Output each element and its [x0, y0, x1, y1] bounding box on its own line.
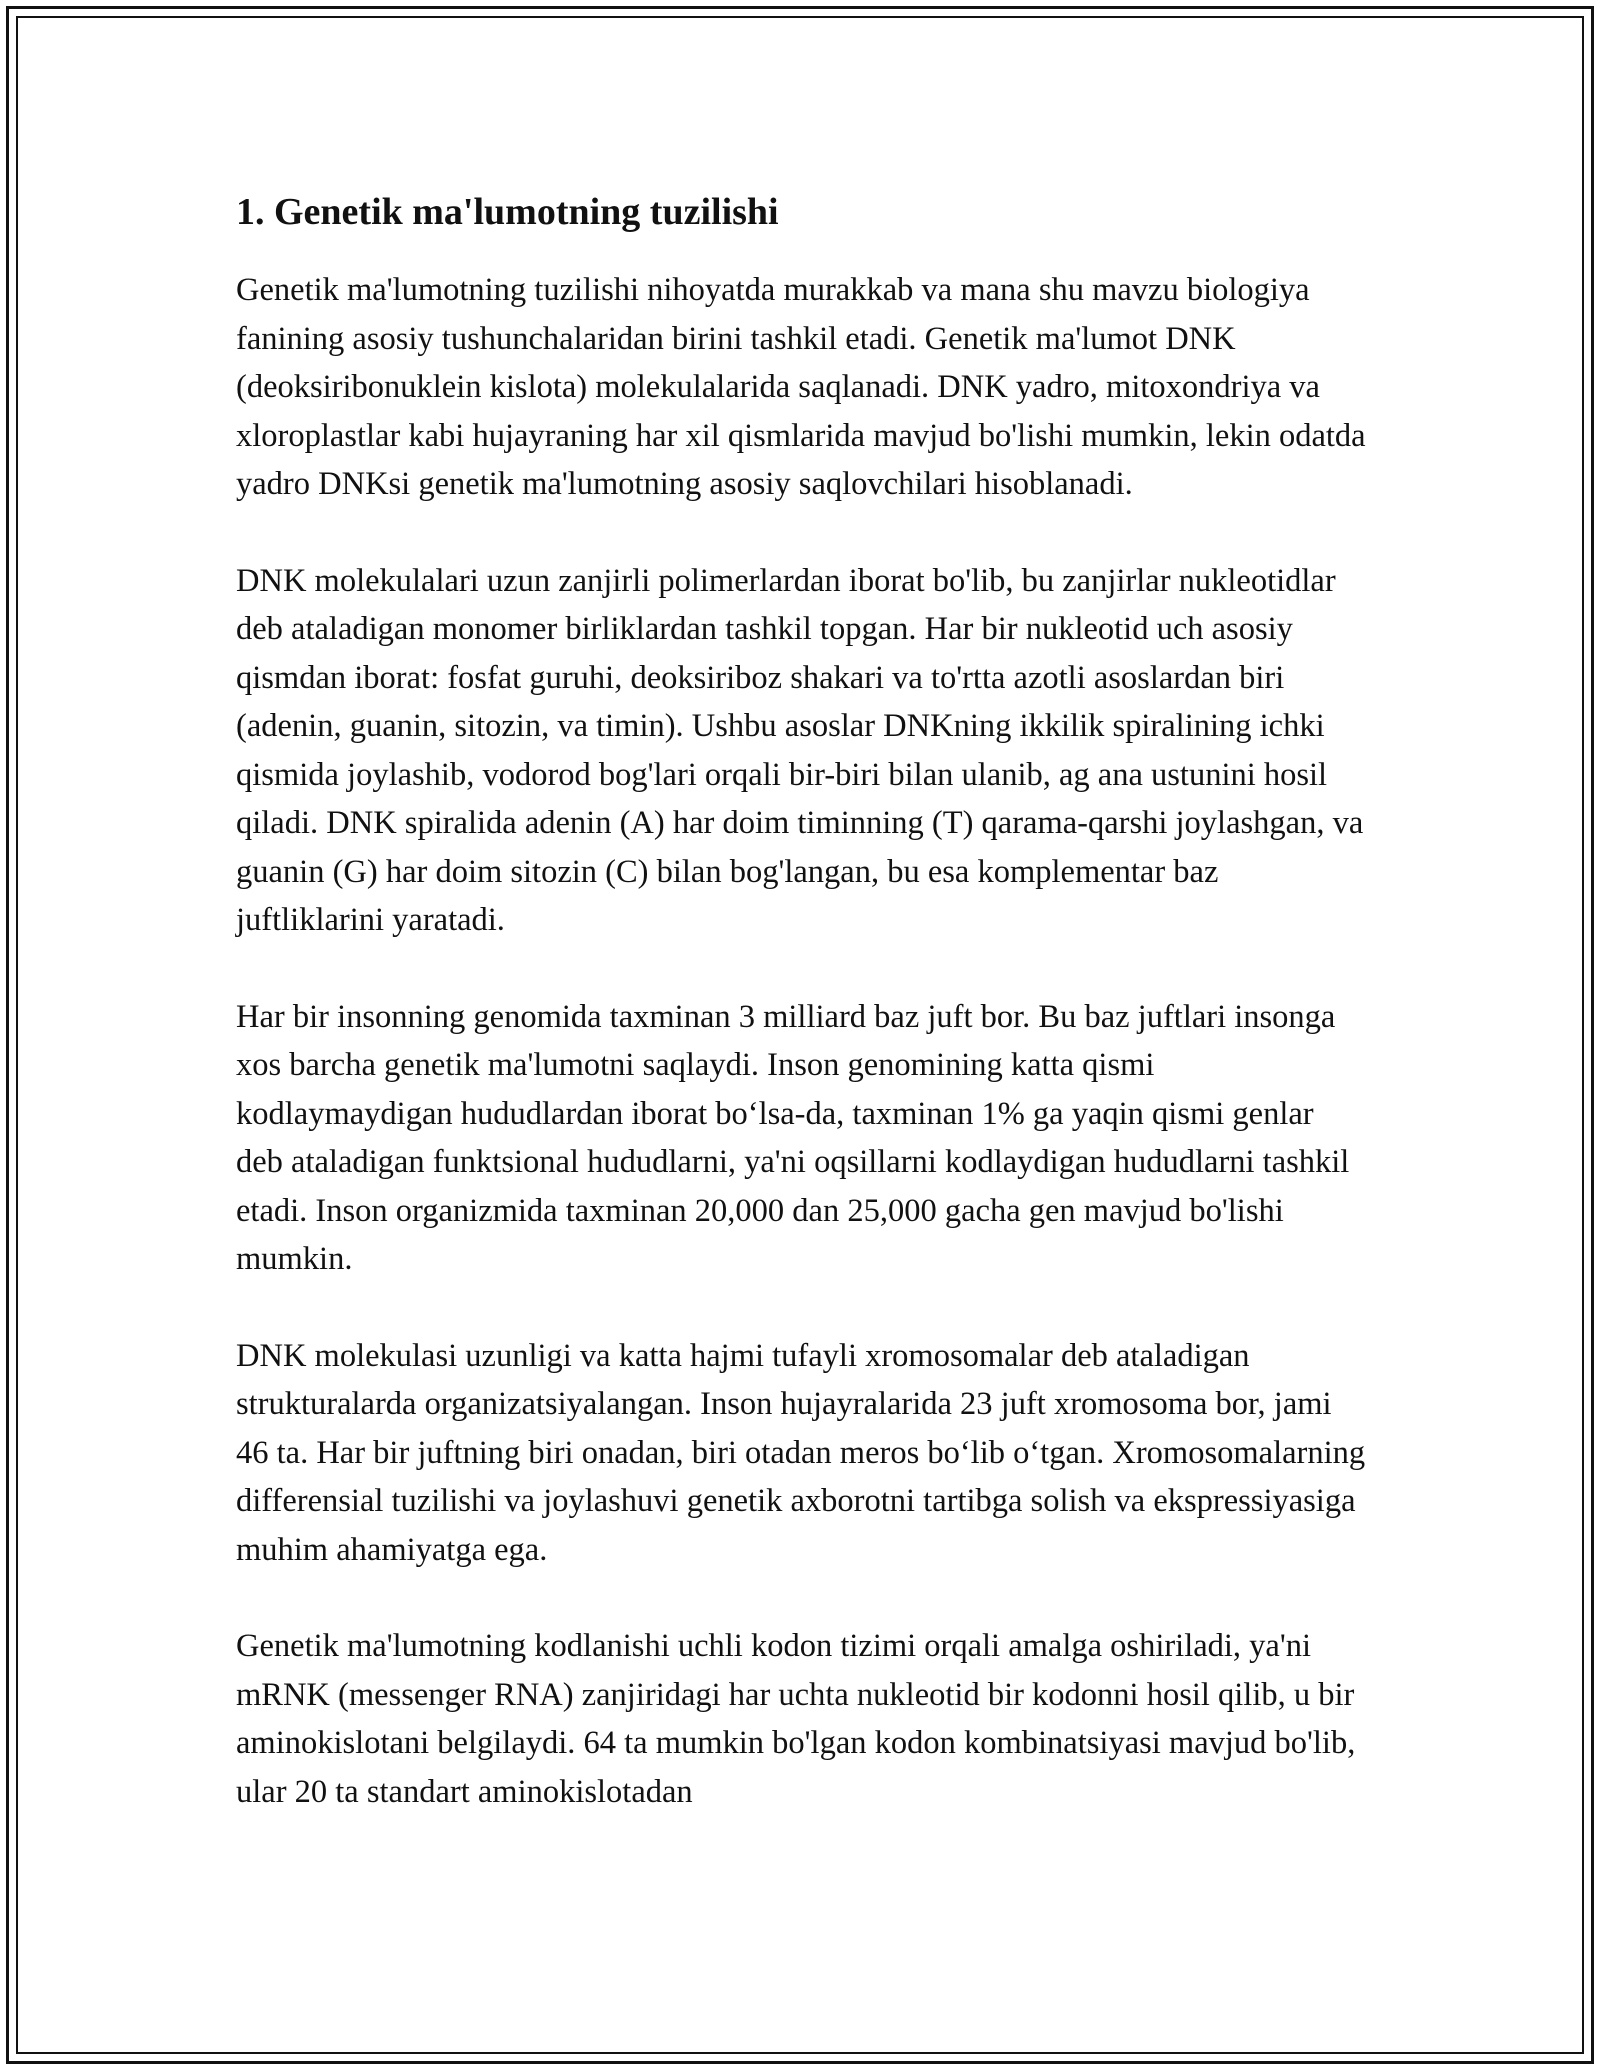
paragraph-3: Har bir insonning genomida taxminan 3 milliard baz juft bor. Bu baz juftlari insonga xos barcha genetik ma'lumotni saqlaydi. Inson genomining katta qismi kodlaymaydigan hududlardan iborat boʻlsa-da, taxminan 1% ga yaqin qismi genlar deb ataladigan funktsional hududlarni, ya'ni oqsillarni kodlaydigan hududlarni tashkil etadi. Inson organizmida taxminan 20,000 dan 25,000 gacha gen mavjud bo'lishi mumkin.	[236, 998, 1350, 1277]
paragraph-1: Genetik ma'lumotning tuzilishi nihoyatda murakkab va mana shu mavzu biologiya fanining asosiy tushunchalaridan birini tashkil etadi. Genetik ma'lumot DNK (deoksiribonuklein kislota) molekulalarida saqlanadi. DNK yadro, mitoxondriya va xloroplastlar kabi hujayraning har xil qismlarida mavjud bo'lishi mumkin, lekin odatda yadro DNKsi genetik ma'lumotning asosiy saqlovchilari hisoblanadi.	[236, 272, 1366, 502]
section-heading: 1. Genetik ma'lumotning tuzilishi	[236, 191, 779, 233]
paragraph-2: DNK molekulalari uzun zanjirli polimerlardan iborat bo'lib, bu zanjirlar nukleotidlar deb ataladigan monomer birliklardan tashkil topgan. Har bir nukleotid uch asosiy qismdan iborat: fosfat guruhi, deoksiriboz shakari va to'rtta azotli asoslardan biri (adenin, guanin, sitozin, va timin). Ushbu asoslar DNKning ikkilik spiralining ichki qismida joylashib, vodorod bog'lari orqali bir-biri bilan ulanib, ag ana ustunini hosil qiladi. DNK spiralida adenin (A) har doim timinning (T) qarama-qarshi joylashgan, va guanin (G) har doim sitozin (C) bilan bog'langan, bu esa komplementar baz juftliklarini yaratadi.	[236, 562, 1364, 938]
paragraph-5: Genetik ma'lumotning kodlanishi uchli kodon tizimi orqali amalga oshiriladi, ya'ni mRNK (messenger RNA) zanjiridagi har uchta nukleotid bir kodonni hosil qilib, u bir aminokislotani belgilaydi. 64 ta mumkin bo'lgan kodon kombinatsiyasi mavjud bo'lib, ular 20 ta standart aminokislotadan	[236, 1628, 1356, 1810]
document-body	[236, 186, 1366, 1864]
paragraph-4: DNK molekulasi uzunligi va katta hajmi tufayli xromosomalar deb ataladigan strukturalarda organizatsiyalangan. Inson hujayralarida 23 juft xromosoma bor, jami 46 ta. Har bir juftning biri onadan, biri otadan meros boʻlib oʻtgan. Xromosomalarning differensial tuzilishi va joylashuvi genetik axborotni tartibga solish va ekspressiyasiga muhim ahamiyatga ega.	[236, 1337, 1366, 1568]
